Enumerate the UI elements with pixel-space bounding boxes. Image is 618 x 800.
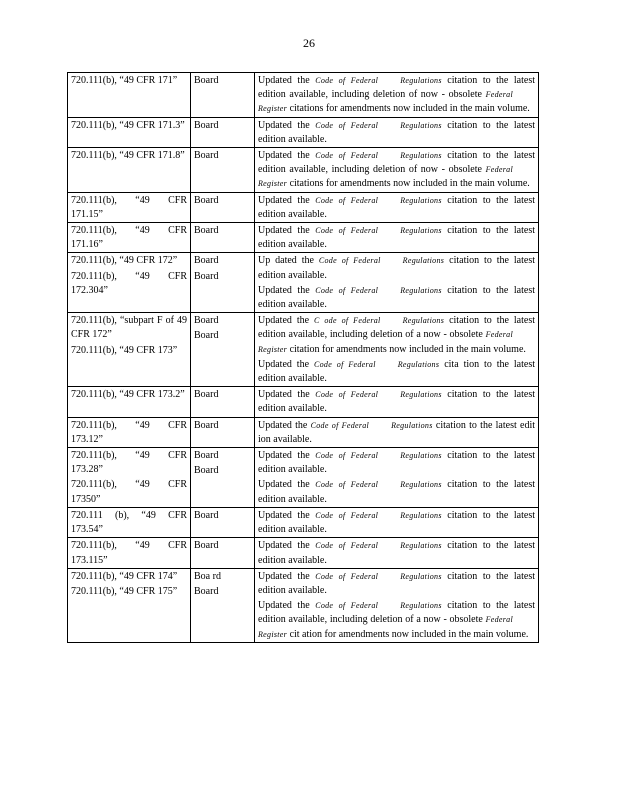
- change-cell: [255, 417, 539, 447]
- federal-register-part: Federal: [485, 165, 513, 175]
- amended-by: Boa rd: [194, 570, 221, 582]
- cfr-title-part: Code of Federal: [315, 541, 379, 551]
- section-cell: [68, 192, 191, 222]
- federal-register-part: Register: [258, 344, 288, 354]
- table-row: [68, 417, 539, 447]
- table-row: [68, 387, 539, 417]
- change-description: Up dated the Code of Federal Regulations citation to the latest edition available.: [258, 255, 536, 281]
- amendments-table: [67, 72, 539, 643]
- change-cell: [255, 73, 539, 118]
- change-description: Updated the Code of Federal Regulations citation to the latest edition available.: [258, 479, 536, 505]
- change-description: Updated the Code of Federal Regulations citation to the latest edit ion available.: [258, 419, 536, 445]
- table-row: [68, 538, 539, 568]
- change-description: Updated the Code of Federal Regulations citation to the latest edition available, including deletion of now - obsolete FederalRegister citations for amendments now included in the main volume.: [258, 150, 536, 190]
- change-cell: [255, 148, 539, 193]
- section-cell: [68, 253, 191, 313]
- amended-by: Board: [194, 465, 219, 477]
- federal-register-part: Federal: [485, 330, 513, 340]
- cfr-title-part: Code of Federal: [315, 76, 379, 85]
- amended-by: Board: [194, 315, 219, 327]
- by-cell: [191, 117, 255, 147]
- table-row: [68, 192, 539, 222]
- section-cell: [68, 448, 191, 508]
- table-row: [68, 117, 539, 147]
- section-ref: 720.111(b), “49 CFR 173”: [71, 344, 178, 356]
- by-cell: [191, 507, 255, 537]
- by-cell: [191, 417, 255, 447]
- amended-by: Board: [194, 419, 219, 431]
- section-cell: [68, 507, 191, 537]
- cfr-title-part: Regulations: [391, 420, 433, 430]
- section-ref: 720.111(b), “49 CFR 17350”: [71, 479, 187, 505]
- change-description: Updated the Code of Federal Regulations citation to the latest edition available, including deletion of a now - obsolete FederalRegister cit ation for amendments now included in the main volume.: [258, 600, 536, 640]
- amended-by: Board: [194, 270, 219, 282]
- change-description: Updated the Code of Federal Regulations citation to the latest edition available.: [258, 119, 536, 145]
- table-row: [68, 253, 539, 313]
- change-cell: [255, 223, 539, 253]
- change-description: Updated the Code of Federal Regulations citation to the latest edition available, including deletion of now - obsolete FederalRegister citations for amendments now included in the main volume.: [258, 75, 536, 115]
- cfr-title-part: Regulations: [400, 480, 442, 490]
- federal-register-part: Register: [258, 629, 288, 639]
- cfr-title-part: Regulations: [400, 195, 442, 205]
- section-cell: [68, 313, 191, 387]
- cfr-title-part: Regulations: [400, 541, 442, 551]
- cfr-title-part: Code of Federal: [318, 256, 381, 266]
- section-ref: 720.111(b), “subpart F of 49 CFR 172”: [71, 315, 187, 341]
- section-ref: 720.111(b), “49 CFR 171.3”: [71, 119, 185, 131]
- cfr-title-part: Regulations: [400, 151, 442, 161]
- cfr-title-part: Code of Federal: [313, 359, 376, 369]
- change-description: Updated the Code of Federal Regulations citation to the latest edition available.: [258, 194, 536, 220]
- by-cell: [191, 538, 255, 568]
- cfr-title-part: Code of Federal: [315, 451, 379, 461]
- section-ref: 720.111(b), “49 CFR 174”: [71, 570, 178, 582]
- change-description: Updated the Code of Federal Regulations citation to the latest edition available.: [258, 389, 536, 415]
- cfr-title-part: C ode of Federal: [314, 316, 381, 326]
- amended-by: Board: [194, 450, 219, 462]
- cfr-title-part: Regulations: [397, 359, 440, 369]
- section-ref: 720.111(b), “49 CFR 172.304”: [71, 270, 187, 296]
- by-cell: [191, 253, 255, 313]
- section-cell: [68, 387, 191, 417]
- cfr-title-part: Code of Federal: [315, 390, 379, 400]
- cfr-title-part: Regulations: [400, 76, 442, 85]
- section-ref: 720.111(b), “49 CFR 173.28”: [71, 450, 187, 476]
- change-description: Updated the Code of Federal Regulations citation to the latest edition available.: [258, 540, 536, 566]
- by-cell: [191, 448, 255, 508]
- amended-by: Board: [194, 225, 219, 237]
- section-ref: 720.111(b), “49 CFR 171.15”: [71, 194, 187, 220]
- by-cell: [191, 148, 255, 193]
- cfr-title-part: Regulations: [400, 451, 442, 461]
- change-cell: [255, 568, 539, 642]
- by-cell: [191, 568, 255, 642]
- amended-by: Board: [194, 540, 219, 552]
- change-cell: [255, 387, 539, 417]
- change-description: Updated the Code of Federal Regulations citation to the latest edition available.: [258, 450, 536, 476]
- change-description: Updated the Code of Federal Regulations citation to the latest edition available.: [258, 509, 536, 536]
- cfr-title-part: Code of Federal: [315, 571, 379, 581]
- federal-register-part: Federal: [485, 615, 513, 625]
- table-row: [68, 148, 539, 193]
- change-cell: [255, 313, 539, 387]
- section-ref: 720.111(b), “49 CFR 171.8”: [71, 150, 185, 162]
- change-cell: [255, 507, 539, 537]
- section-cell: [68, 117, 191, 147]
- federal-register-part: Register: [258, 104, 288, 114]
- cfr-title-part: Regulations: [400, 285, 442, 295]
- section-cell: [68, 417, 191, 447]
- section-ref: 720.111(b), “49 CFR 173.115”: [71, 540, 187, 566]
- amended-by: Board: [194, 509, 219, 521]
- section-cell: [68, 223, 191, 253]
- by-cell: [191, 313, 255, 387]
- table-row: [68, 568, 539, 642]
- section-ref: 720.111(b), “49 CFR 173.12”: [71, 419, 187, 445]
- section-cell: [68, 148, 191, 193]
- cfr-title-part: Code of Federal: [315, 151, 379, 161]
- by-cell: [191, 73, 255, 118]
- change-description: Updated the Code of Federal Regulations citation to the latest edition available.: [258, 225, 536, 251]
- cfr-title-part: Regulations: [400, 571, 442, 581]
- cfr-title-part: Code of Federal: [315, 195, 379, 205]
- table-row: [68, 313, 539, 387]
- change-description: Updated the Code of Federal Regulations citation to the latest edition available.: [258, 284, 536, 311]
- amended-by: Board: [194, 255, 219, 267]
- cfr-title-part: Code of Federal: [310, 420, 370, 430]
- section-ref: 720.111(b), “49 CFR 171”: [71, 75, 178, 86]
- section-cell: [68, 568, 191, 642]
- cfr-title-part: Regulations: [400, 601, 442, 611]
- change-cell: [255, 117, 539, 147]
- amended-by: Board: [194, 75, 219, 86]
- amendments-table-body: [68, 73, 539, 643]
- section-ref: 720.111 (b), “49 CFR 173.54”: [71, 509, 187, 536]
- cfr-title-part: Code of Federal: [315, 226, 379, 236]
- amended-by: Board: [194, 389, 219, 401]
- change-description: Updated the Code of Federal Regulations citation to the latest edition available.: [258, 570, 536, 596]
- change-description: Updated the C ode of Federal Regulations citation to the latest edition available, including deletion of a now - obsolete FederalRegister citation for amendments now included in the main volume.: [258, 315, 536, 355]
- section-ref: 720.111(b), “49 CFR 175”: [71, 585, 178, 597]
- cfr-title-part: Regulations: [400, 226, 442, 236]
- amended-by: Board: [194, 119, 219, 131]
- federal-register-part: Federal: [485, 90, 513, 100]
- by-cell: [191, 387, 255, 417]
- section-ref: 720.111(b), “49 CFR 171.16”: [71, 225, 187, 251]
- change-cell: [255, 538, 539, 568]
- cfr-title-part: Regulations: [400, 510, 442, 520]
- amended-by: Board: [194, 194, 219, 206]
- change-cell: [255, 448, 539, 508]
- by-cell: [191, 223, 255, 253]
- cfr-title-part: Code of Federal: [315, 120, 379, 130]
- change-cell: [255, 192, 539, 222]
- section-ref: 720.111(b), “49 CFR 173.2”: [71, 389, 185, 401]
- table-row: [68, 507, 539, 537]
- cfr-title-part: Code of Federal: [315, 480, 379, 490]
- amended-by: Board: [194, 330, 219, 342]
- cfr-title-part: Regulations: [402, 316, 445, 326]
- change-cell: [255, 253, 539, 313]
- cfr-title-part: Code of Federal: [315, 510, 379, 520]
- federal-register-part: Register: [258, 179, 288, 189]
- amended-by: Board: [194, 585, 219, 597]
- section-ref: 720.111(b), “49 CFR 172”: [71, 255, 178, 267]
- page-number: 26: [303, 36, 315, 50]
- table-row: [68, 448, 539, 508]
- section-cell: [68, 73, 191, 118]
- cfr-title-part: Regulations: [400, 120, 442, 130]
- amended-by: Board: [194, 150, 219, 162]
- cfr-title-part: Code of Federal: [315, 601, 379, 611]
- change-description: Updated the Code of Federal Regulations cita tion to the latest edition available.: [258, 358, 536, 385]
- table-row: [68, 73, 539, 118]
- table-row: [68, 223, 539, 253]
- cfr-title-part: Regulations: [402, 256, 445, 266]
- cfr-title-part: Code of Federal: [315, 285, 379, 295]
- by-cell: [191, 192, 255, 222]
- section-cell: [68, 538, 191, 568]
- cfr-title-part: Regulations: [400, 390, 442, 400]
